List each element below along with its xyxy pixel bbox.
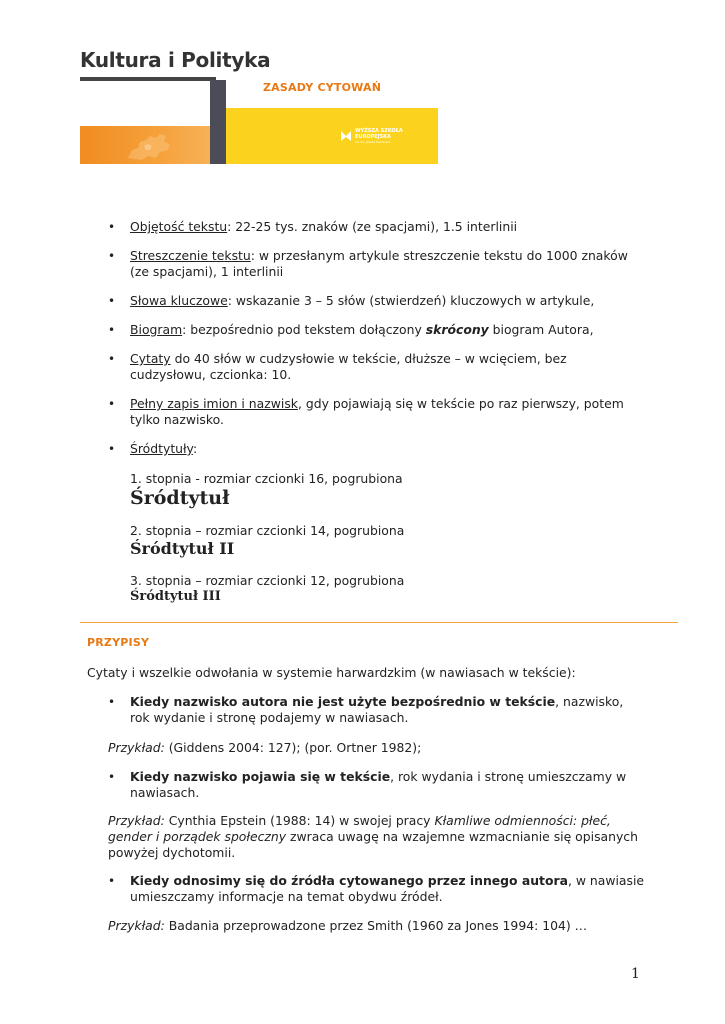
subheading-sample: Śródtytuł II <box>130 539 235 558</box>
example-book-title: Kłamliwe odmienności: płeć, <box>434 813 611 828</box>
bullet-icon: • <box>108 442 116 456</box>
citation-rule-1 <box>106 694 623 726</box>
bullet-icon: • <box>108 249 116 263</box>
gray-bar <box>210 80 226 164</box>
rule-label: Objętość tekstu <box>130 219 228 234</box>
citation-rule-bold: Kiedy nazwisko pojawia się w tekście <box>130 769 391 784</box>
citation-rule-text: rok wydanie i stronę podajemy w nawiasach. <box>130 710 409 725</box>
rule-text: : bezpośrednio pod tekstem dołączony <box>182 322 426 337</box>
example-2 <box>108 813 638 861</box>
example-1 <box>108 740 421 756</box>
citation-rule-bold: Kiedy nazwisko autora nie jest użyte bezpośrednio w tekście <box>130 694 556 709</box>
rule-label: Biogram <box>130 322 183 337</box>
bullet-icon: • <box>108 323 116 337</box>
rule-item-quotes <box>106 351 567 383</box>
rule-item-volume <box>106 219 517 235</box>
subheading-sample: Śródtytuł <box>130 487 230 509</box>
citation-rule-bold: Kiedy odnosimy się do źródła cytowanego przez innego autora <box>130 873 568 888</box>
rule-label: Śródtytuły <box>130 441 193 456</box>
citation-list-3 <box>106 873 644 905</box>
example-3 <box>108 918 587 934</box>
przypisy-intro: Cytaty i wszelkie odwołania w systemie harwardzkim (w nawiasach w tekście): <box>87 665 576 680</box>
section-heading: PRZYPISY <box>87 636 150 649</box>
example-text: Badania przeprowadzone przez Smith (1960 za Jones 1994: 104) … <box>164 918 588 933</box>
rule-item-keywords <box>106 293 594 309</box>
subheading-desc: 1. stopnia - rozmiar czcionki 16, pogrubiona <box>130 471 403 486</box>
example-text: (Giddens 2004: 127); (por. Ortner 1982); <box>164 740 422 755</box>
page-number: 1 <box>631 966 640 982</box>
example-text: Cynthia Epstein (1988: 14) w swojej pracy <box>164 813 435 828</box>
citation-rule-text: , w nawiasie <box>567 873 645 888</box>
rules-list-7 <box>106 441 197 457</box>
university-logo <box>340 128 403 144</box>
bullet-icon: • <box>108 220 116 234</box>
rule-text: : 22-25 tys. znaków (ze spacjami), 1.5 interlinii <box>227 219 518 234</box>
bullet-icon: • <box>108 770 116 784</box>
section-divider <box>80 622 678 623</box>
rule-item-summary <box>106 248 628 280</box>
rule-text: : <box>193 441 198 456</box>
citation-list-1 <box>106 694 623 726</box>
rule-text: do 40 słów w cudzysłowie w tekście, dłuższe – w wcięciem, bez <box>170 351 567 366</box>
brand-underline <box>80 77 216 81</box>
rule-label: Streszczenie tekstu <box>130 248 251 263</box>
example-label: Przykład: <box>108 813 165 828</box>
bullet-icon: • <box>108 397 116 411</box>
rule-text: , gdy pojawiają się w tekście po raz pierwszy, potem <box>297 396 624 411</box>
bullet-icon: • <box>108 695 116 709</box>
example-text: powyżej dychotomii. <box>108 845 236 860</box>
rules-list-4 <box>106 322 594 338</box>
rule-label: Cytaty <box>130 351 171 366</box>
rules-list <box>106 219 517 235</box>
rules-list-2 <box>106 248 628 280</box>
rule-text: cudzysłowu, czcionka: 10. <box>130 367 292 382</box>
rule-item-names <box>106 396 624 428</box>
rule-item-subheadings <box>106 441 197 457</box>
brand-title: Kultura i Polityka <box>80 48 271 72</box>
rule-label: Słowa kluczowe <box>130 293 228 308</box>
subheading-level-1 <box>130 471 403 509</box>
rule-text: : wskazanie 3 – 5 słów (stwierdzeń) kluczowych w artykule, <box>227 293 595 308</box>
citation-rule-text: nawiasach. <box>130 785 200 800</box>
subheading-sample: Śródtytuł III <box>130 589 221 604</box>
rule-text: tylko nazwisko. <box>130 412 224 427</box>
rule-item-biogram <box>106 322 594 338</box>
citation-rule-3 <box>106 873 644 905</box>
logo-line-3: im. ks. Józefa Tischnera <box>355 140 391 144</box>
citation-rule-2 <box>106 769 626 801</box>
bullet-icon: • <box>108 874 116 888</box>
rule-emphasis: skrócony <box>425 322 489 337</box>
subheading-desc: 3. stopnia – rozmiar czcionki 12, pogrubiona <box>130 573 405 588</box>
citation-rule-text: , rok wydania i stronę umieszczamy w <box>390 769 627 784</box>
example-label: Przykład: <box>108 740 165 755</box>
rules-list-6 <box>106 396 624 428</box>
citation-rule-text: , nazwisko, <box>555 694 624 709</box>
rule-label: Pełny zapis imion i nazwisk <box>130 396 298 411</box>
rule-text: biogram Autora, <box>488 322 594 337</box>
example-text: zwraca uwagę na wzajemne wzmacnianie się opisanych <box>286 829 638 844</box>
subheading-level-3 <box>130 573 404 605</box>
rule-text: : w przesłanym artykule streszczenie tekstu do 1000 znaków <box>250 248 628 263</box>
citation-rule-text: umieszczamy informacje na temat obydwu źródeł. <box>130 889 443 904</box>
example-label: Przykład: <box>108 918 165 933</box>
logo-line-2: EUROPEJSKA <box>355 134 391 140</box>
rule-text: (ze spacjami), 1 interlinii <box>130 264 284 279</box>
yellow-block <box>226 108 438 164</box>
citation-list-2 <box>106 769 626 801</box>
example-book-title: gender i porządek społeczny <box>108 829 287 844</box>
europe-map-icon <box>120 128 180 162</box>
logo-line-1: WYŻSZA SZKOŁA <box>355 128 403 134</box>
orange-block <box>80 126 210 164</box>
bullet-icon: • <box>108 294 116 308</box>
university-emblem-icon <box>340 130 352 142</box>
rules-list-5 <box>106 351 567 383</box>
document-title: ZASADY CYTOWAŃ <box>263 81 382 94</box>
subheading-desc: 2. stopnia – rozmiar czcionki 14, pogrubiona <box>130 523 405 538</box>
bullet-icon: • <box>108 352 116 366</box>
subheading-level-2 <box>130 523 404 559</box>
header-banner <box>80 48 438 164</box>
rules-list-3 <box>106 293 594 309</box>
